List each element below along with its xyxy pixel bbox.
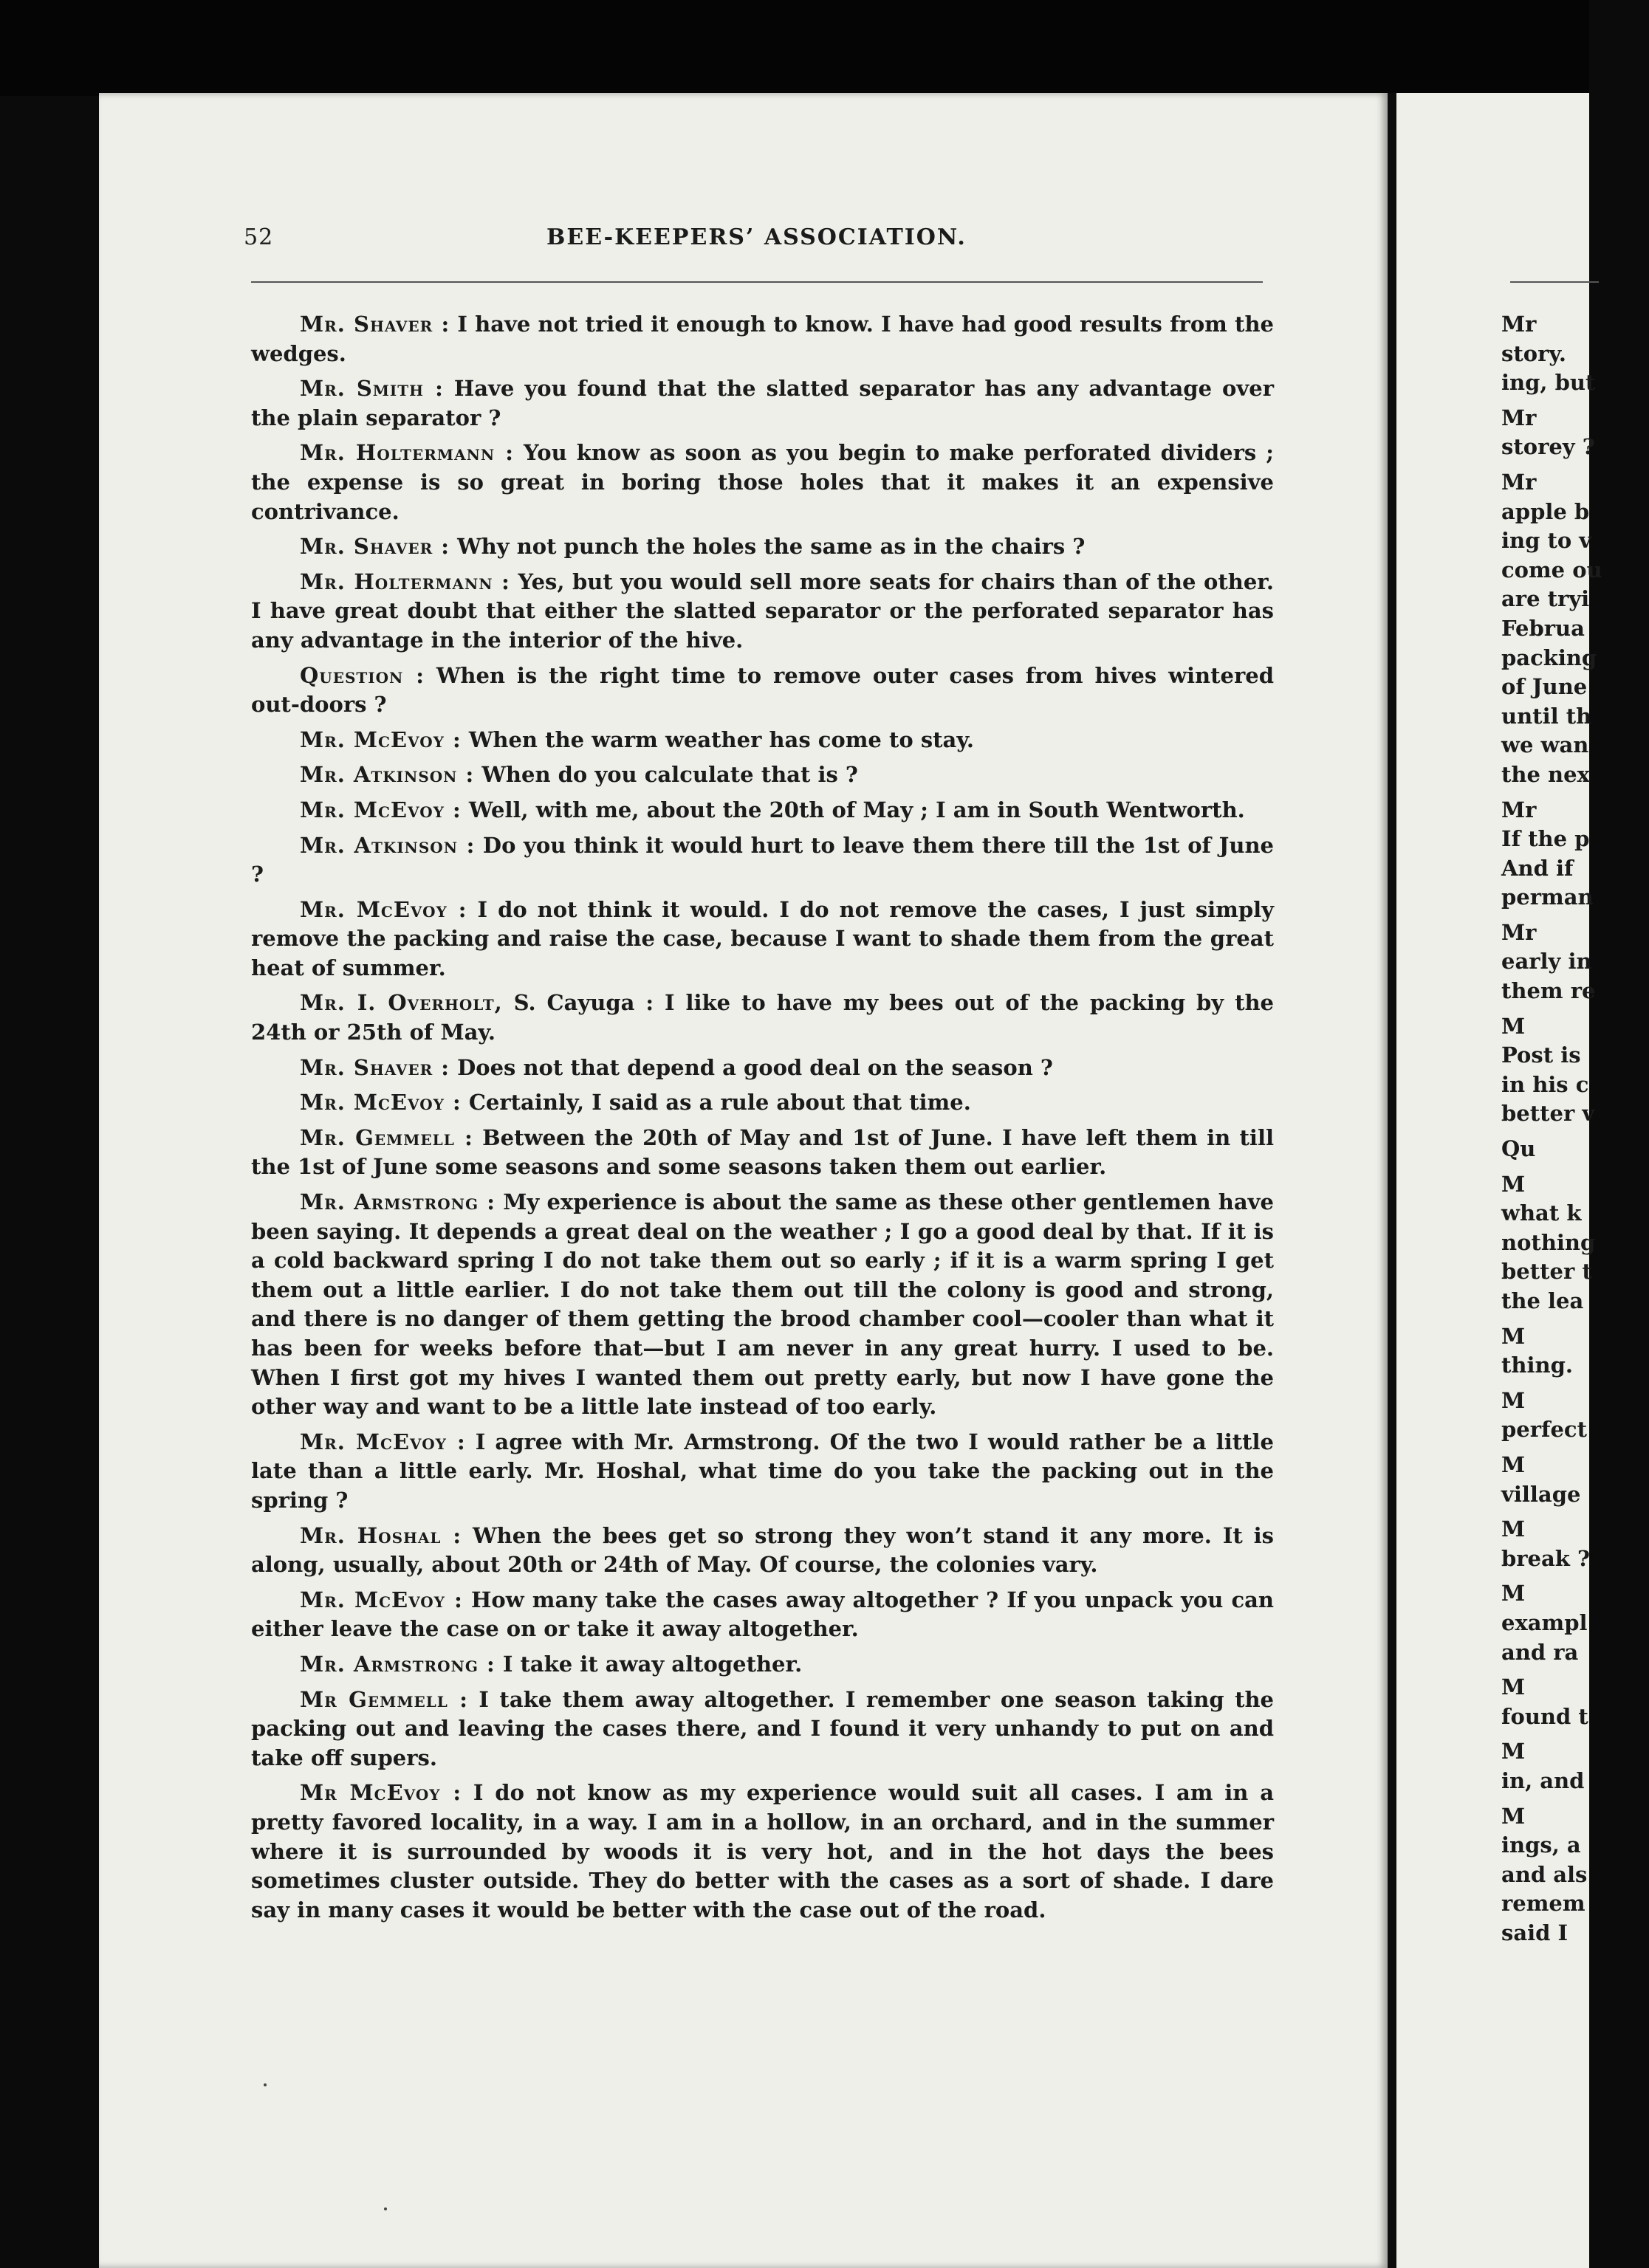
right-page-fragment: found t	[1501, 1703, 1588, 1729]
speech-text: How many take the cases away altogether ? If you unpack you can either leave the case on or take it away altogether.	[251, 1587, 1274, 1642]
running-head	[244, 224, 1263, 261]
speech-text: My experience is about the same as these other gentlemen have been saying. It depends a great deal on the weather ; I go a good deal by that. If it is a cold backward spring I do not take them out so early ; if it is a warm spring I get them out a little earlier. I do not take them out till the colony is good and strong, and there is no danger of them getting the brood chamber cool—cooler than what it has been for weeks before that—but I am never in any great hurry. I used to be. When I first got my hives I wanted them out pretty early, but now I have gone the other way and want to be a little late instead of too early.	[251, 1189, 1274, 1420]
right-page-fragment: Qu	[1501, 1136, 1536, 1162]
speech-text: When the bees get so strong they won’t stand it any more. It is along, usually, about 20th or 24th of May. Of course, the colonies vary.	[251, 1522, 1274, 1578]
dialogue-paragraph	[251, 796, 1274, 825]
right-page-fragment: remem	[1501, 1891, 1585, 1917]
speech-text: I take them away altogether. I remember one season taking the packing out and leaving the cases there, and I found it very unhandy to put on and take off supers.	[251, 1686, 1274, 1770]
dialogue-paragraph	[251, 310, 1274, 368]
speaker-name: Mr. Atkinson :	[300, 762, 475, 788]
right-page-fragment: M	[1501, 1451, 1526, 1477]
speech-text: I have not tried it enough to know. I have had good results from the wedges.	[251, 312, 1274, 366]
dialogue-paragraph	[251, 439, 1274, 526]
speaker-name: Mr. Armstrong :	[300, 1651, 496, 1677]
dialogue-paragraph	[251, 760, 1274, 790]
speaker-name: Mr. Smith :	[300, 376, 444, 402]
speech-text: Well, with me, about the 20th of May ; I am in South Wentworth.	[461, 797, 1245, 822]
right-page-fragment: M	[1501, 1803, 1526, 1829]
right-page-fragment: said I	[1501, 1920, 1569, 1945]
speaker-name: Mr. Gemmell :	[300, 1124, 473, 1150]
right-page-fragment: break ?	[1501, 1545, 1590, 1571]
right-page-fragment: M	[1501, 1674, 1526, 1700]
right-page-text-fragments	[1501, 310, 1649, 1953]
speaker-name: Mr. Holtermann :	[300, 568, 510, 594]
speech-text: S. Cayuga : I like to have my bees out of the packing by the 24th or 25th of May.	[251, 990, 1275, 1045]
dialogue-paragraph	[251, 1650, 1274, 1680]
dialogue-paragraph	[251, 831, 1274, 890]
speech-text: Certainly, I said as a rule about that time.	[461, 1090, 971, 1116]
header-rule	[251, 281, 1263, 283]
dialogue-paragraph	[251, 1124, 1274, 1182]
right-page-fragment: story.	[1501, 340, 1566, 366]
speaker-name: Mr. Armstrong :	[300, 1189, 496, 1215]
right-page-fragment: Mr	[1501, 469, 1537, 495]
right-header-rule	[1510, 281, 1599, 283]
speaker-name: Mr. Hoshal :	[300, 1522, 462, 1548]
speaker-name: Mr Gemmell :	[300, 1686, 468, 1712]
right-page-fragment: the nex	[1501, 761, 1590, 787]
right-page-fragment: Mr	[1501, 312, 1537, 337]
dialogue-paragraph	[251, 568, 1274, 656]
speaker-name: Mr. McEvoy :	[300, 1587, 463, 1612]
right-page-fragment: we wan	[1501, 732, 1589, 758]
speech-text: Does not that depend a good deal on the season ?	[450, 1054, 1053, 1080]
right-page-fragment: M	[1501, 1739, 1526, 1764]
dialogue-paragraph	[251, 374, 1274, 433]
speech-text: When do you calculate that is ?	[474, 762, 858, 788]
right-page-fragment: them re	[1501, 978, 1596, 1004]
right-page-fragment: exampl	[1501, 1609, 1588, 1635]
page-number: 52	[244, 224, 274, 250]
dialogue-paragraph	[251, 1428, 1274, 1516]
right-page-fragment: apple b	[1501, 498, 1590, 524]
speech-text: You know as soon as you begin to make perforated dividers ; the expense is so great in boring those holes that it makes it an expensive contrivance.	[251, 440, 1274, 524]
right-page-fragment: what k	[1501, 1200, 1582, 1226]
scan-speck	[384, 2207, 387, 2210]
right-page-fragment: M	[1501, 1516, 1526, 1542]
right-page-fragment: better v	[1501, 1101, 1595, 1127]
right-page-fragment: thing.	[1501, 1353, 1573, 1378]
speech-text: Yes, but you would sell more seats for chairs than of the other. I have great doubt that either the slatted separator or the perforated separator has any advantage in the interior of the hive.	[251, 568, 1275, 653]
dialogue-paragraph	[251, 989, 1274, 1047]
speaker-name: Mr. McEvoy :	[300, 1090, 462, 1116]
right-page-fragment: M	[1501, 1387, 1526, 1413]
right-page-fragment: of June	[1501, 674, 1588, 700]
right-page-fragment: Mr	[1501, 919, 1537, 945]
speaker-name: Question :	[300, 662, 425, 688]
speaker-name: Mr. Atkinson :	[300, 832, 476, 858]
dialogue-paragraph	[251, 532, 1274, 562]
right-page-fragment: nothing	[1501, 1229, 1596, 1255]
right-page-fragment: early in	[1501, 949, 1592, 975]
speaker-name: Mr. I. Overholt,	[300, 990, 503, 1016]
right-page-fragment: M	[1501, 1581, 1526, 1606]
speaker-name: Mr. McEvoy :	[300, 1429, 466, 1454]
speech-text: When the warm weather has come to stay.	[461, 726, 974, 752]
dialogue-paragraph	[251, 1522, 1274, 1580]
right-page-fragment: are tryi	[1501, 586, 1590, 612]
right-page-fragment: storey ?	[1501, 434, 1595, 460]
dialogue-paragraph	[251, 726, 1274, 755]
right-page-fragment: come ou	[1501, 557, 1602, 583]
right-page-fragment: If the p	[1501, 826, 1590, 852]
scan-border	[0, 0, 1589, 96]
speaker-name: Mr McEvoy :	[300, 1780, 462, 1806]
right-page-fragment: And if	[1501, 855, 1574, 881]
speech-text: I do not know as my experience would suit all cases. I am in a pretty favored locality, in a way. I am in a hollow, in an orchard, and in the summer where it is surrounded by woods it is very hot, and in the hot days the bees sometimes cluster outside. They do better with the cases as a sort of shade. I dare say in many cases it would be better with the case out of the road.	[251, 1780, 1274, 1922]
right-page-fragment: ing, but	[1501, 370, 1596, 396]
dialogue-paragraph	[251, 896, 1274, 983]
speech-text: Between the 20th of May and 1st of June. I have left them in till the 1st of June some seasons and some seasons taken them out earlier.	[251, 1124, 1274, 1180]
right-page-fragment: better t	[1501, 1259, 1592, 1285]
right-page-fragment: and ra	[1501, 1639, 1579, 1665]
right-page-fragment: M	[1501, 1323, 1526, 1349]
right-page-fragment: ings, a	[1501, 1832, 1581, 1858]
right-page-fragment: perfect	[1501, 1417, 1587, 1443]
right-page-fragment: Post is	[1501, 1042, 1581, 1068]
speaker-name: Mr. Shaver :	[300, 1054, 450, 1080]
page-title: BEE-KEEPERS’ ASSOCIATION.	[546, 224, 967, 250]
dialogue-paragraph	[251, 1586, 1274, 1644]
dialogue-paragraph	[251, 1088, 1274, 1118]
speech-text: Why not punch the holes the same as in the chairs ?	[450, 534, 1086, 560]
speech-text: When is the right time to remove outer cases from hives wintered out-doors ?	[251, 662, 1274, 718]
transcript-body	[251, 310, 1274, 1931]
right-page-fragment: village	[1501, 1481, 1581, 1507]
right-page-fragment: M	[1501, 1171, 1526, 1197]
speech-text: Have you found that the slatted separator has any advantage over the plain separator ?	[251, 376, 1274, 430]
right-page-fragment: perman	[1501, 884, 1594, 910]
right-page-fragment: the lea	[1501, 1288, 1584, 1313]
right-page-fragment: in his c	[1501, 1071, 1589, 1097]
right-page-fragment: Februa	[1501, 615, 1585, 641]
dialogue-paragraph	[251, 1779, 1274, 1925]
speaker-name: Mr. McEvoy :	[300, 726, 462, 752]
dialogue-paragraph	[251, 1685, 1274, 1773]
right-page-fragment: and als	[1501, 1861, 1588, 1887]
right-page-fragment: M	[1501, 1013, 1526, 1039]
right-page-fragment: Mr	[1501, 797, 1537, 822]
speech-text: I take it away altogether.	[495, 1651, 803, 1677]
right-page-fragment: packing	[1501, 645, 1597, 670]
right-page-fragment: in, and	[1501, 1767, 1585, 1793]
right-page-fragment: ing to v	[1501, 528, 1592, 554]
speaker-name: Mr. Holtermann :	[300, 440, 514, 466]
book-gutter	[1388, 93, 1396, 2268]
speaker-name: Mr. Shaver :	[300, 312, 450, 337]
speech-text: I do not think it would. I do not remove the cases, I just simply remove the packing and raise the case, because I want to shade them from the great heat of summer.	[251, 896, 1274, 980]
speech-text: I agree with Mr. Armstrong. Of the two I would rather be a little late than a little early. Mr. Hoshal, what time do you take the packing out in the spring ?	[251, 1429, 1274, 1513]
dialogue-paragraph	[251, 1054, 1274, 1083]
speaker-name: Mr. Shaver :	[300, 534, 450, 560]
speech-text: Do you think it would hurt to leave them there till the 1st of June ?	[251, 832, 1274, 887]
right-page-fragment: until th	[1501, 703, 1592, 729]
dialogue-paragraph	[251, 1188, 1274, 1422]
scan-speck	[264, 2083, 267, 2086]
right-page-fragment: Mr	[1501, 405, 1537, 430]
speaker-name: Mr. McEvoy :	[300, 896, 467, 922]
speaker-name: Mr. McEvoy :	[300, 797, 462, 822]
dialogue-paragraph	[251, 662, 1274, 720]
